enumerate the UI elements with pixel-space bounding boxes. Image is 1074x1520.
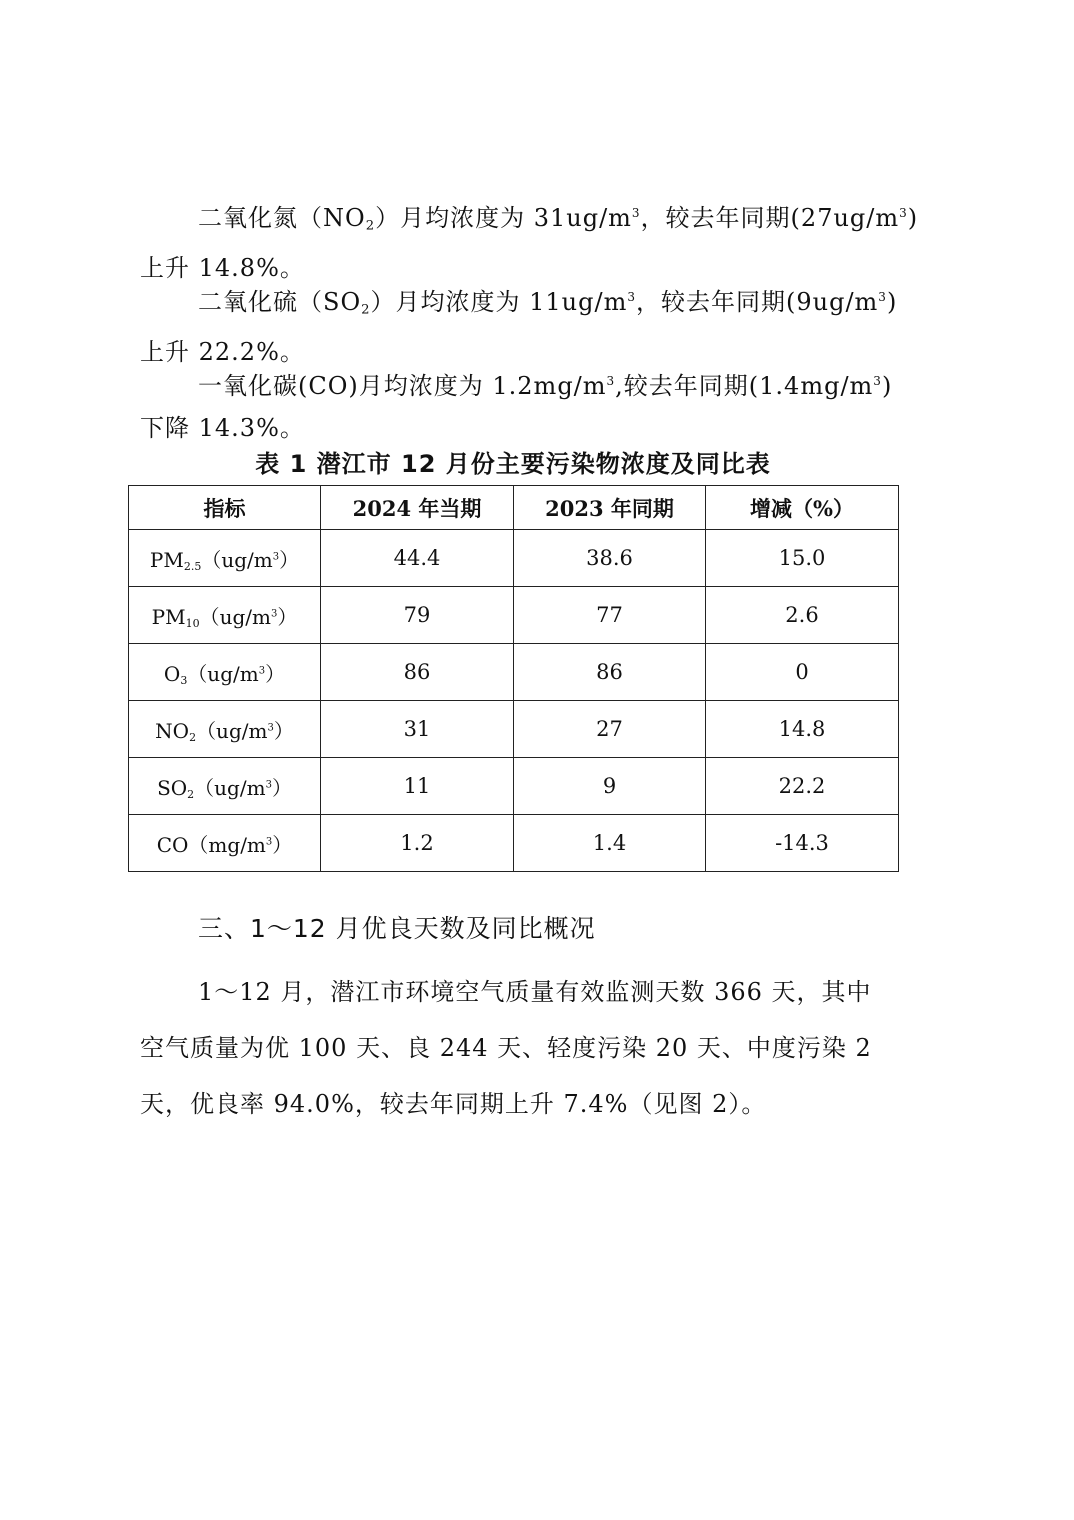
text-segment: 一氧化碳(CO)月均浓度为 1.2mg/m xyxy=(198,372,607,400)
text-segment: 1～12 月，潜江市环境空气质量有效监测天数 366 天，其中 xyxy=(198,978,872,1006)
indicator-unit-superscript: 3 xyxy=(265,836,273,847)
indicator-subscript: 3 xyxy=(180,673,188,687)
indicator-subscript: 2.5 xyxy=(183,559,202,573)
text-segment: 二氧化氮（NO xyxy=(198,204,366,232)
indicator-name: PM xyxy=(151,604,186,629)
previous-value-cell: 77 xyxy=(514,587,706,644)
indicator-unit-superscript: 3 xyxy=(272,551,280,562)
column-header-indicator: 指标 xyxy=(129,486,321,530)
section-heading: 三、1～12 月优良天数及同比概况 xyxy=(198,914,596,943)
paragraph-no2 xyxy=(140,192,940,289)
paragraph-line xyxy=(140,360,940,407)
paragraph-line: 上升 22.2%。 xyxy=(140,338,305,367)
table-row xyxy=(129,815,899,872)
table-row xyxy=(129,644,899,701)
superscript: 3 xyxy=(899,206,908,220)
superscript: 3 xyxy=(631,206,641,220)
subscript: 2 xyxy=(361,302,371,318)
paragraph-line: 天，优良率 94.0%，较去年同期上升 7.4%（见图 2）。 xyxy=(140,1090,767,1118)
indicator-name: PM xyxy=(149,547,184,572)
paragraph-line xyxy=(140,192,940,247)
indicator-subscript: 10 xyxy=(185,616,200,630)
paragraph-co xyxy=(140,360,940,449)
current-value-cell: 79 xyxy=(321,587,514,644)
change-value-cell: 2.6 xyxy=(706,587,899,644)
indicator-subscript: 2 xyxy=(187,787,195,801)
superscript: 3 xyxy=(873,374,882,388)
indicator-cell xyxy=(129,587,321,644)
superscript: 3 xyxy=(627,290,636,304)
text-segment: 二氧化硫（SO xyxy=(198,288,362,316)
pollutant-table xyxy=(128,485,899,872)
text-segment: ) xyxy=(881,372,893,400)
text-segment: ，较去年同期(9ug/m xyxy=(636,288,879,316)
current-value-cell: 1.2 xyxy=(321,815,514,872)
indicator-unit-close: ） xyxy=(265,661,286,686)
previous-value-cell: 38.6 xyxy=(514,530,706,587)
indicator-unit-close: ） xyxy=(279,547,300,572)
indicator-cell xyxy=(129,701,321,758)
indicator-unit-superscript: 3 xyxy=(258,665,266,676)
superscript: 3 xyxy=(606,374,616,388)
indicator-name: O xyxy=(163,661,181,686)
indicator-name: NO xyxy=(155,718,190,743)
text-segment: ）月均浓度为 31ug/m xyxy=(375,204,632,232)
indicator-subscript: 2 xyxy=(189,730,197,744)
table-header-row xyxy=(129,486,899,530)
indicator-unit: （ug/m xyxy=(196,718,268,743)
paragraph-line xyxy=(140,964,940,1020)
table-row xyxy=(129,530,899,587)
indicator-unit-close: ） xyxy=(271,775,292,800)
text-segment: ,较去年同期(1.4mg/m xyxy=(615,372,874,400)
subscript: 2 xyxy=(365,218,376,234)
change-value-cell: 15.0 xyxy=(706,530,899,587)
indicator-cell xyxy=(129,644,321,701)
paragraph-so2 xyxy=(140,276,940,373)
paragraph-line: 下降 14.3%。 xyxy=(140,414,305,442)
table-row xyxy=(129,587,899,644)
summary-paragraph xyxy=(140,964,940,1132)
indicator-name: SO xyxy=(157,775,188,800)
change-value-cell: -14.3 xyxy=(706,815,899,872)
column-header-change: 增减（%） xyxy=(706,486,899,530)
indicator-cell xyxy=(129,530,321,587)
indicator-unit-close: ） xyxy=(273,718,294,743)
indicator-cell xyxy=(129,758,321,815)
change-value-cell: 0 xyxy=(706,644,899,701)
current-value-cell: 31 xyxy=(321,701,514,758)
column-header-current: 2024 年当期 xyxy=(321,486,514,530)
change-value-cell: 14.8 xyxy=(706,701,899,758)
previous-value-cell: 86 xyxy=(514,644,706,701)
text-segment: ) xyxy=(907,204,919,232)
indicator-unit: （ug/m xyxy=(187,661,259,686)
indicator-unit-superscript: 3 xyxy=(267,722,274,733)
text-segment: ，较去年同期(27ug/m xyxy=(640,204,900,232)
current-value-cell: 86 xyxy=(321,644,514,701)
indicator-unit-close: ） xyxy=(277,604,298,629)
indicator-unit-close: ） xyxy=(272,832,293,857)
paragraph-line: 上升 14.8%。 xyxy=(140,254,305,283)
indicator-name: CO xyxy=(156,832,189,857)
current-value-cell: 11 xyxy=(321,758,514,815)
indicator-unit-superscript: 3 xyxy=(270,608,278,619)
change-value-cell: 22.2 xyxy=(706,758,899,815)
table-row xyxy=(129,701,899,758)
previous-value-cell: 9 xyxy=(514,758,706,815)
indicator-unit: （ug/m xyxy=(199,604,271,629)
indicator-unit: （ug/m xyxy=(194,775,266,800)
previous-value-cell: 27 xyxy=(514,701,706,758)
text-segment: ）月均浓度为 11ug/m xyxy=(370,288,628,316)
indicator-unit: （mg/m xyxy=(188,832,266,857)
indicator-cell xyxy=(129,815,321,872)
indicator-unit-superscript: 3 xyxy=(265,779,272,790)
text-segment: ) xyxy=(886,288,898,316)
paragraph-line xyxy=(140,276,940,331)
paragraph-line: 空气质量为优 100 天、良 244 天、轻度污染 20 天、中度污染 2 xyxy=(140,1034,872,1062)
table-caption: 表 1 潜江市 12 月份主要污染物浓度及同比表 xyxy=(255,450,771,478)
superscript: 3 xyxy=(878,290,887,304)
table-row xyxy=(129,758,899,815)
current-value-cell: 44.4 xyxy=(321,530,514,587)
previous-value-cell: 1.4 xyxy=(514,815,706,872)
column-header-previous: 2023 年同期 xyxy=(514,486,706,530)
indicator-unit: （ug/m xyxy=(201,547,273,572)
